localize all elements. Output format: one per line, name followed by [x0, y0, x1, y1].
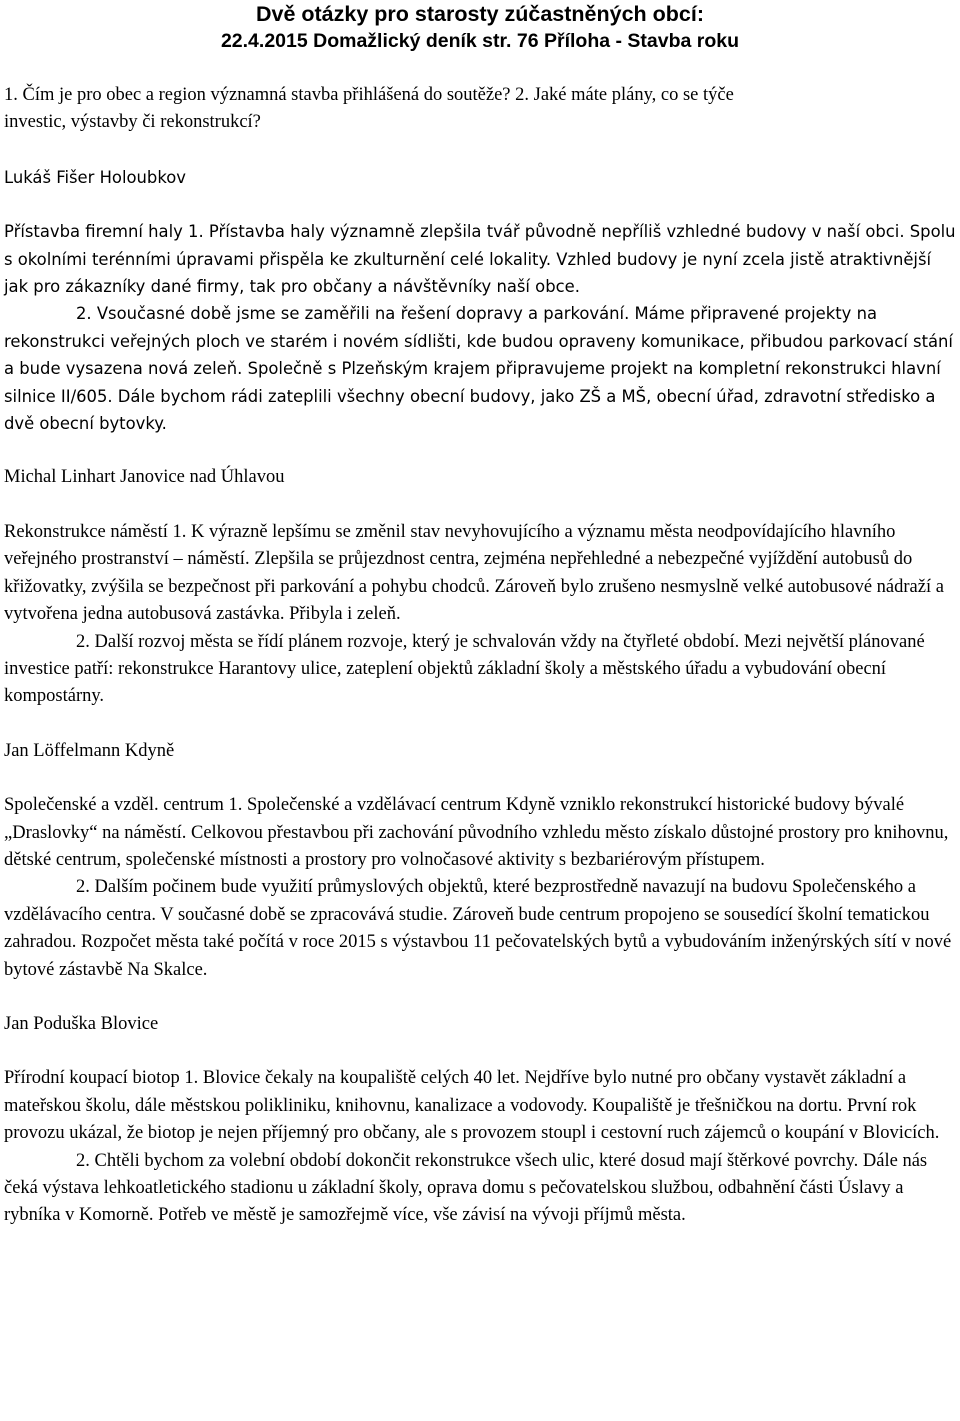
header — [4, 0, 956, 56]
entry-janovice — [4, 464, 956, 710]
author-name: Lukáš Fišer Holoubkov — [4, 167, 186, 187]
author-name: Jan Löffelmann Kdyně — [4, 740, 175, 761]
answer-2: 2. Další rozvoj města se řídí plánem rozvoje, který je schvalován vždy na čtyřleté období. Mezi největší plánované investice patří: rekonstrukce Harantovy ulice, zateplení objektů základní školy a městského úřadu a vybudování obecní kompostárny. — [4, 631, 925, 707]
survey-question — [4, 82, 956, 137]
page-title: Dvě otázky pro starosty zúčastněných obcí: — [255, 2, 705, 26]
question-line-2: investic, výstavby či rekonstrukcí? — [4, 112, 261, 133]
question-line-1: 1. Čím je pro obec a region významná stavba přihlášená do soutěže? 2. Jaké máte plány, co se týče — [4, 85, 734, 105]
answer-1: Přístavba firemní haly 1. Přístavba haly významně zlepšila tvář původně nepříliš vzhledné budovy v naší obci. Spolu s okolními terénními úpravami přispěla ke zkulturnění celé lokality. Vzhled budovy je nyní zcela jistě atraktivnější jak pro zákazníky dané firmy, tak pro občany a návštěvníky naší obce. — [4, 222, 956, 297]
answer-2: 2. Chtěli bychom za volební období dokončit rekonstrukce všech ulic, které dosud mají štěrkové povrchy. Dále nás čeká výstava lehkoatletického stadionu u základní školy, oprava domu s pečovatelskou službou, odbahnění části Úslavy a rybníka v Komorně. Potřeb ve městě je samozřejmě více, vše závisí na vývoji příjmů města. — [4, 1150, 928, 1226]
author-name: Michal Linhart Janovice nad Úhlavou — [4, 467, 285, 488]
answer-1: Rekonstrukce náměstí 1. K výrazně lepšímu se změnil stav nevyhovujícího a významu města neodpovídajícího hlavního veřejného prostranství – náměstí. Zlepšila se průjezdnost centra, zejména nepřehledné a nebezpečné vyjíždění autobusů do křižovatky, zvýšila se bezpečnost při parkování a pohybu chodců. Zároveň bylo zrušeno nesmyslně velké autobusové nádraží a vytvořena jedna autobusová zastávka. Přibyla i zeleň. — [4, 521, 944, 625]
answer-1: Společenské a vzděl. centrum 1. Společenské a vzdělávací centrum Kdyně vzniklo rekonstrukcí historické budovy bývalé „Draslovky“ na náměstí. Celkovou přestavbou při zachování původního vzhledu město získalo důstojné prostory pro knihovnu, dětské centrum, společenské místnosti a prostory pro volnočasové aktivity s bezbariérovým přístupem. — [4, 795, 949, 870]
answer-2: 2. Dalším počinem bude využití průmyslových objektů, které bezprostředně navazují na budovu Společenského a vzdělávacího centra. V současné době se zpracovává studie. Zároveň bude centrum propojeno se sousedící školní tematickou zahradou. Rozpočet města také počítá v roce 2015 s výstavbou 11 pečovatelských bytů a vybudováním inženýrských sítí v nové bytové zástavbě Na Skalce. — [4, 877, 952, 980]
author-name: Jan Poduška Blovice — [4, 1013, 159, 1034]
entry-kdyne — [4, 738, 956, 984]
answer-1: Přírodní koupací biotop 1. Blovice čekaly na koupaliště celých 40 let. Nejdříve bylo nutné pro občany vystavět základní a mateřskou školu, dále městskou polikliniku, knihovnu, kanalizace a vodovody. Koupaliště je třešničkou na dortu. První rok provozu ukázal, že biotop je nejen příjemný pro občany, ale s provozem stoupl i cestovní ruch zájemců o koupání v Blovicích. — [4, 1068, 940, 1144]
entry-holoubkov — [4, 164, 956, 438]
publication-line: 22.4.2015 Domažlický deník str. 76 Příloha - Stavba roku — [220, 30, 740, 52]
entry-blovice — [4, 1011, 956, 1230]
answer-2: 2. Vsoučasné době jsme se zaměřili na řešení dopravy a parkování. Máme připravené projekty na rekonstrukci veřejných ploch ve starém i novém sídlišti, kde budou opraveny komunikace, přibudou parkovací stání a bude vysazena nová zeleň. Společně s Plzeňským krajem připravujeme projekt na kompletní rekonstrukci hlavní silnice II/605. Dále bychom rádi zateplili všechny obecní budovy, jako ZŠ a MŠ, obecní úřad, zdravotní středisko a dvě obecní bytovky. — [4, 304, 953, 434]
